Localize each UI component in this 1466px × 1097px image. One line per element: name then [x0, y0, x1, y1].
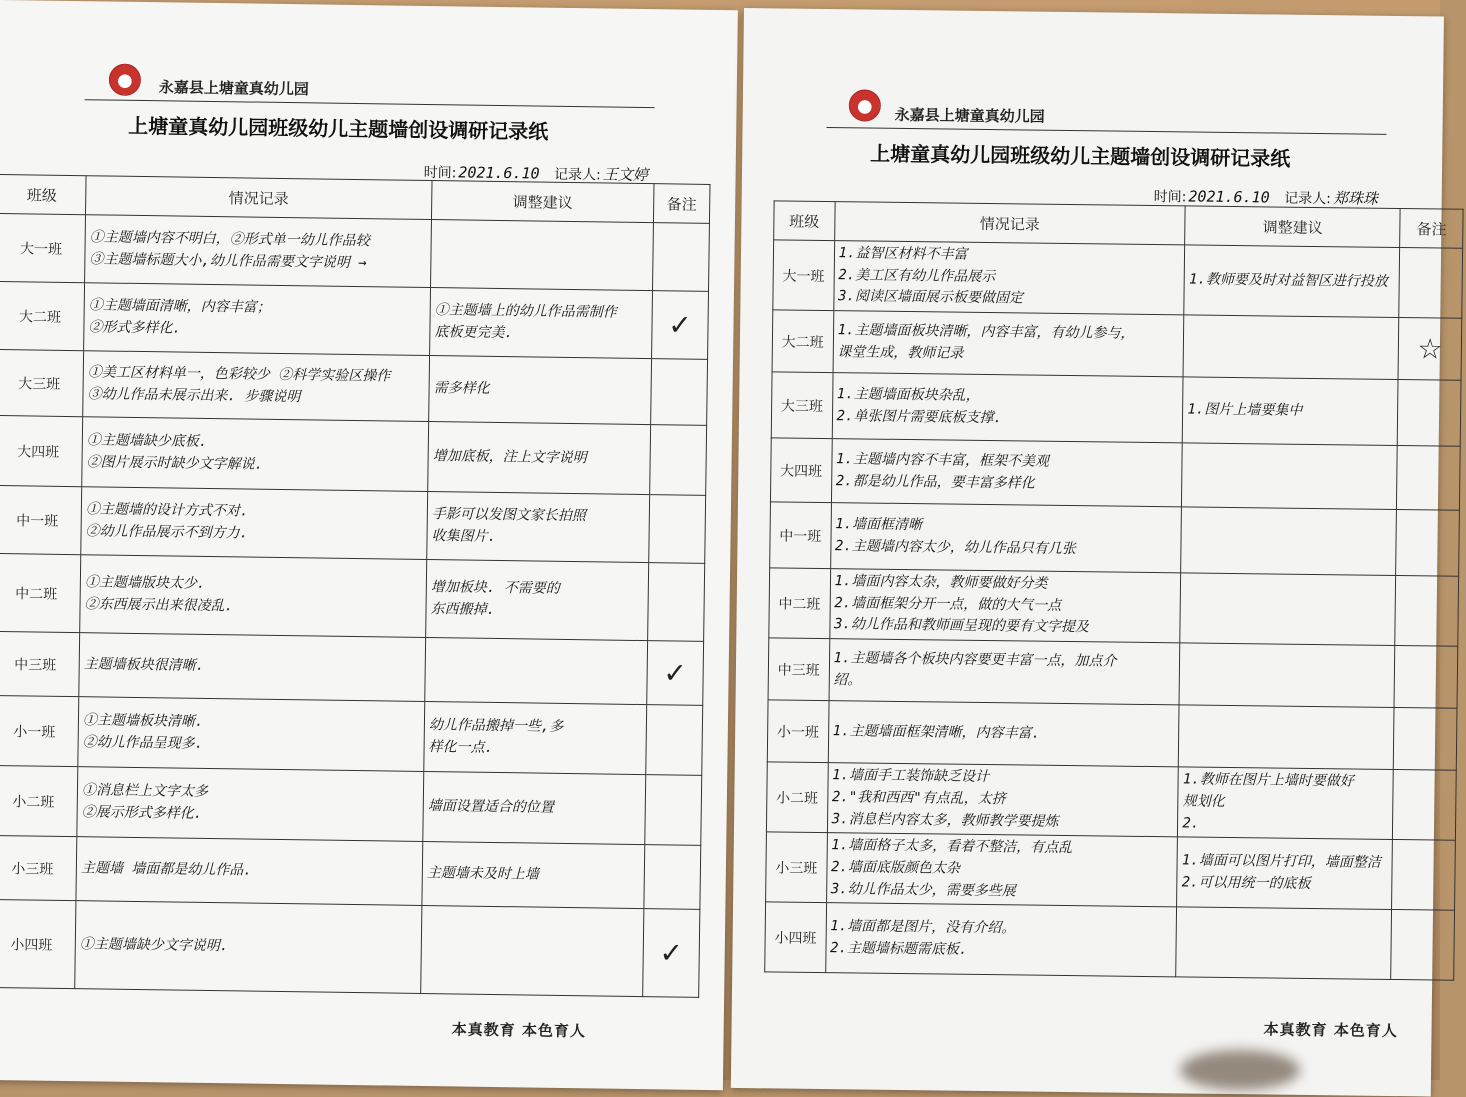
suggestion-line: 增加底板，注上文字说明: [432, 447, 587, 466]
record-line: 主题墙 墙面都是幼儿作品.: [80, 859, 252, 879]
suggestion-cell: [426, 560, 649, 641]
school-motto: 本真教育 本色育人: [451, 1020, 587, 1041]
record-table: [0, 174, 711, 998]
header-class: 班级: [0, 174, 86, 214]
record-cell: [825, 903, 1177, 977]
note-mark: [648, 563, 705, 642]
record-line: 1.墙面内容太杂，教师要做好分类: [834, 573, 1048, 592]
record-cell: [79, 633, 426, 702]
table-row: [770, 502, 1460, 576]
record-cell: [827, 763, 1179, 837]
note-mark: [1395, 576, 1459, 647]
record-cell: [77, 767, 424, 842]
suggestion-line: 1.图片上墙要集中: [1187, 401, 1303, 419]
record-line: 2.美工区有幼儿作品展示: [838, 266, 996, 285]
record-line: 绍。: [833, 671, 862, 689]
note-mark: [644, 845, 701, 910]
record-line: 主题墙板块很清晰.: [83, 655, 205, 674]
suggestion-line: 1.教师要及时对益智区进行投放: [1188, 271, 1388, 290]
note-mark: [649, 495, 706, 564]
record-cell: [826, 833, 1178, 907]
table-row: [0, 415, 707, 495]
record-cell: [833, 241, 1185, 315]
record-line: ②形式多样化.: [88, 318, 181, 337]
note-mark: ☆: [1398, 318, 1461, 381]
record-cell: [830, 503, 1182, 573]
record-line: 2.墙面底版颜色太杂: [830, 859, 961, 877]
note-mark: [1392, 840, 1456, 911]
note-mark: ✓: [647, 641, 704, 706]
school-name: 永嘉县上塘童真幼儿园: [158, 78, 309, 99]
suggestion-line: 2.: [1182, 814, 1200, 832]
suggestion-line: 2.可以用统一的底板: [1181, 874, 1311, 892]
class-name-cell: 小四班: [0, 899, 76, 988]
table-row: [0, 349, 708, 425]
record-line: 1.主题墙各个板块内容要更丰富一点，加点介: [833, 650, 1117, 670]
record-line: 1.益智区材料不丰富: [838, 245, 968, 263]
record-cell: [831, 439, 1183, 507]
class-name-cell: 小一班: [0, 695, 79, 766]
class-name-cell: 中一班: [0, 485, 82, 554]
table-row: [0, 281, 709, 359]
suggestion-line: 手影可以发图文家长拍照: [431, 505, 586, 525]
table-row: [770, 438, 1460, 510]
shadow-blob: [1180, 1050, 1300, 1090]
table-row: [773, 240, 1463, 318]
note-mark: [1394, 646, 1457, 709]
record-line: 3.幼儿作品和教师画呈现的要有文字提及: [833, 616, 1089, 636]
record-line: ①主题墙版块太少.: [84, 574, 206, 592]
suggestion-cell: [428, 422, 651, 495]
record-cell: [76, 837, 423, 906]
table-row: [771, 372, 1461, 446]
record-line: 1.主题墙面板块清晰，内容丰富，有幼儿参与，: [837, 322, 1135, 342]
suggestion-line: 东西搬掉.: [430, 600, 496, 618]
record-line: 1.主题墙面框架清晰，内容丰富.: [832, 722, 1041, 742]
class-name-cell: 中一班: [770, 502, 831, 569]
header-class: 班级: [774, 201, 835, 241]
recorder-value: 郑珠珠: [1332, 189, 1379, 208]
note-mark: [1398, 380, 1461, 447]
class-name-cell: 小三班: [0, 835, 77, 900]
record-line: ③幼儿作品未展示出来. 步骤说明: [87, 385, 301, 405]
table-row: [0, 835, 701, 909]
suggestion-line: 主题墙未及时上墙: [426, 864, 539, 883]
suggestion-cell: [1179, 643, 1395, 708]
suggestion-line: 1.教师在图片上墙时要做好: [1182, 771, 1354, 790]
note-mark: ✓: [643, 909, 700, 998]
record-line: 1.主题墙内容不丰富，框架不美观: [835, 451, 1049, 470]
record-line: 2.主题墙内容太少，幼儿作品只有几张: [834, 537, 1076, 557]
table-row: [766, 832, 1456, 910]
record-line: 1.墙面手工装饰缺乏设计: [832, 767, 990, 786]
record-cell: [83, 351, 430, 422]
record-cell: [832, 373, 1184, 443]
class-name-cell: 大二班: [0, 281, 85, 350]
suggestion-cell: [1178, 767, 1394, 840]
record-cell: [829, 639, 1180, 705]
suggestion-line: 规划化: [1182, 793, 1225, 810]
note-mark: [646, 705, 703, 776]
record-line: ①美工区材料单一，色彩较少 ②科学实验区操作: [87, 364, 391, 385]
time-label: 时间:: [1153, 189, 1187, 206]
header-rule: [85, 99, 655, 108]
class-name-cell: 小四班: [765, 902, 826, 973]
record-cell: [75, 901, 422, 994]
table-row: [0, 695, 703, 775]
note-mark: [1396, 510, 1459, 577]
record-cell: [81, 487, 428, 560]
header-suggest: 调整建议: [1185, 206, 1401, 248]
suggestion-cell: [1180, 573, 1396, 646]
suggestion-cell: [1179, 705, 1395, 770]
class-name-cell: 大三班: [771, 372, 832, 439]
record-line: 2."我和西西"有点乱，太挤: [831, 788, 1006, 808]
record-line: 1.墙面框清晰: [835, 516, 923, 534]
record-line: 1.墙面都是图片，没有介绍。: [830, 918, 1016, 937]
table-row: [0, 899, 700, 997]
suggestion-cell: [427, 492, 650, 563]
class-name-cell: 大四班: [770, 438, 831, 503]
suggestion-line: 收集图片.: [431, 527, 497, 545]
header-suggest: 调整建议: [431, 181, 654, 223]
class-name-cell: 大一班: [773, 240, 834, 311]
time-value: 2021.6.10: [458, 163, 540, 183]
table-row: [772, 310, 1462, 380]
note-mark: [1397, 446, 1460, 511]
class-name-cell: 小二班: [0, 765, 78, 836]
class-name-cell: 大三班: [0, 349, 84, 416]
record-cell: [85, 215, 432, 288]
suggestion-cell: [1183, 377, 1399, 446]
suggestion-line: 幼儿作品搬掉一些,多: [428, 716, 564, 735]
note-mark: [1394, 708, 1457, 771]
suggestion-cell: [431, 220, 654, 291]
record-cell: [833, 311, 1184, 377]
suggestion-cell: [423, 771, 646, 844]
suggestion-line: 墙面设置适合的位置: [427, 797, 554, 816]
suggestion-cell: [1176, 907, 1392, 980]
record-line: 2.都是幼儿作品，要丰富多样化: [835, 472, 1035, 492]
suggestion-cell: [421, 905, 644, 996]
suggestion-cell: [429, 356, 652, 425]
note-mark: [1399, 248, 1463, 319]
suggestion-line: 样化一点.: [428, 738, 494, 756]
record-cell: [82, 417, 429, 492]
record-line: ①主题墙面清晰，内容丰富；: [88, 297, 271, 316]
recorder-label: 记录人:: [1284, 190, 1331, 208]
record-line: ①主题墙缺少底板.: [86, 432, 208, 450]
class-name-cell: 中二班: [0, 553, 81, 632]
record-line: ①主题墙的设计方式不对.: [85, 501, 249, 520]
suggestion-line: ①主题墙上的幼儿作品需制作: [434, 301, 617, 321]
suggestion-line: 底板更完美.: [434, 323, 513, 341]
suggestion-cell: [1184, 245, 1400, 318]
suggestion-line: 需多样化: [433, 379, 490, 397]
record-line: 3.消息栏内容太多，教师教学要提炼: [831, 810, 1059, 830]
recorder-label: 记录人:: [553, 166, 601, 184]
time-value: 2021.6.10: [1188, 187, 1270, 207]
table-row: [768, 638, 1458, 708]
table-row: [0, 765, 702, 845]
record-line: 2.墙面框架分开一点，做的大气一点: [834, 594, 1062, 614]
class-name-cell: 大一班: [0, 213, 86, 282]
table-row: [767, 700, 1457, 770]
sheet-title: 上塘童真幼儿园班级幼儿主题墙创设调研记录纸: [128, 113, 549, 144]
header-note: 备注: [1400, 209, 1463, 249]
recorder-value: 王文婷: [602, 165, 648, 185]
class-name-cell: 中二班: [769, 568, 830, 639]
header-record: 情况记录: [834, 202, 1185, 245]
record-cell: [84, 283, 431, 356]
record-line: ②幼儿作品呈现多.: [82, 733, 204, 752]
suggestion-cell: [430, 288, 653, 359]
school-name: 永嘉县上塘童真幼儿园: [894, 105, 1045, 126]
table-row: [0, 485, 706, 563]
school-logo-icon: [109, 64, 141, 96]
record-line: ③主题墙标题大小,幼儿作品需要文字说明 →: [89, 250, 367, 271]
note-mark: ✓: [652, 291, 709, 360]
note-mark: [645, 775, 702, 846]
table-row: [0, 213, 709, 291]
record-line: ①主题墙内容不明白，②形式单一幼儿作品较: [89, 229, 370, 249]
class-name-cell: 中三班: [0, 631, 80, 696]
suggestion-cell: [424, 701, 647, 774]
record-cell: [78, 697, 425, 772]
note-mark: [650, 425, 707, 496]
suggestion-cell: [425, 638, 648, 705]
suggestion-cell: [1182, 443, 1398, 510]
record-cell: [828, 701, 1179, 767]
record-line: ②东西展示出来很凌乱.: [84, 595, 234, 614]
record-line: 3.幼儿作品太少，需要多些展: [830, 880, 1016, 899]
record-line: ①主题墙缺少文字说明.: [79, 935, 229, 954]
class-name-cell: 大二班: [772, 310, 833, 373]
table-row: [769, 568, 1459, 646]
header-note: 备注: [653, 184, 710, 224]
table-row: [0, 631, 704, 705]
class-name-cell: 小二班: [766, 762, 827, 833]
right-record-sheet: [731, 8, 1447, 1096]
suggestion-line: 1.墙面可以图片打印，墙面整洁: [1181, 852, 1381, 871]
record-line: 2.单张图片需要底板支撑.: [836, 407, 1002, 426]
suggestion-cell: [1183, 315, 1399, 380]
table-row: [765, 902, 1455, 980]
suggestion-cell: [1181, 507, 1397, 576]
record-line: ②展示形式多样化.: [81, 803, 203, 822]
sheet-title: 上塘童真幼儿园班级幼儿主题墙创设调研记录纸: [870, 141, 1291, 171]
suggestion-cell: [1177, 837, 1393, 910]
record-line: ②图片展示时缺少文字解说.: [86, 453, 264, 473]
record-table: [764, 200, 1463, 981]
class-name-cell: 小三班: [766, 832, 827, 903]
record-line: 1.墙面格子太多，看着不整洁，有点乱: [831, 837, 1073, 857]
note-mark: [1391, 910, 1455, 981]
school-motto: 本真教育 本色育人: [1263, 1020, 1398, 1041]
record-line: ①消息栏上文字太多: [81, 782, 209, 800]
record-line: ①主题墙板块清晰.: [82, 712, 204, 730]
time-label: 时间:: [423, 164, 457, 182]
header-record: 情况记录: [86, 176, 433, 220]
school-logo-icon: [849, 89, 881, 121]
class-name-cell: 大四班: [0, 415, 83, 486]
class-name-cell: 小一班: [767, 700, 828, 763]
note-mark: [1393, 770, 1457, 841]
record-line: 3.阅读区墙面展示板要做固定: [837, 288, 1023, 307]
record-line: ②幼儿作品展示不到方力.: [85, 522, 249, 542]
note-mark: [651, 359, 708, 426]
table-row: [766, 762, 1456, 840]
record-line: 1.主题墙面板块杂乱，: [836, 386, 980, 404]
table-row: [0, 553, 705, 641]
record-line: 课堂生成，教师记录: [837, 343, 964, 362]
suggestion-cell: [422, 841, 645, 908]
class-name-cell: 中三班: [768, 638, 829, 701]
record-line: 2.主题墙标题需底板.: [829, 939, 968, 958]
record-cell: [829, 569, 1181, 643]
suggestion-line: 增加板块. 不需要的: [430, 578, 560, 597]
record-cell: [80, 555, 427, 638]
note-mark: [653, 223, 710, 292]
header-rule: [827, 127, 1387, 135]
